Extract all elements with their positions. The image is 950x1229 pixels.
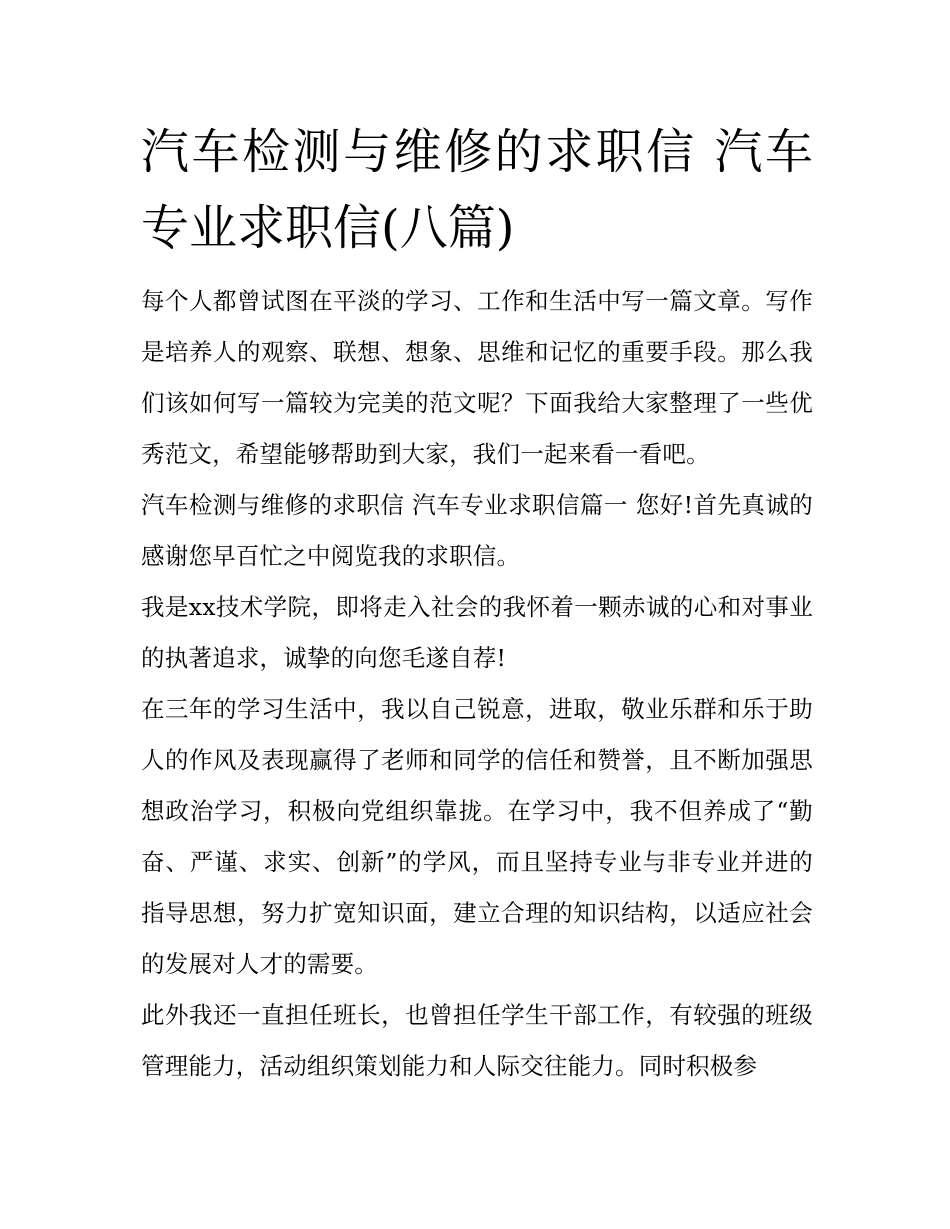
paragraph-class-monitor: 此外我还一直担任班长，也曾担任学生干部工作，有较强的班级管理能力，活动组织策划能力和人际交往能力。同时积极参 <box>141 1001 813 1080</box>
document-body <box>141 114 813 1092</box>
paragraph-greeting: 汽车检测与维修的求职信 汽车专业求职信篇一 您好!首先真诚的感谢您早百忙之中阅览我的求职信。 <box>141 491 813 570</box>
paragraph-study-life: 在三年的学习生活中，我以自己锐意，进取，敬业乐群和乐于助人的作风及表现赢得了老师和同学的信任和赞誉，且不断加强思想政治学习，积极向党组织靠拢。在学习中，我不但养成了“勤奋、严谨、求实、创新”的学风，而且坚持专业与非专业并进的指导思想，努力扩宽知识面，建立合理的知识结构，以适应社会的发展对人才的需要。 <box>141 695 813 978</box>
document-title: 汽车检测与维修的求职信 汽车专业求职信(八篇) <box>141 124 813 256</box>
paragraph-self-intro: 我是xx技术学院，即将走入社会的我怀着一颗赤诚的心和对事业的执著追求，诚挚的向您毛遂自荐! <box>141 593 813 672</box>
paragraph-intro: 每个人都曾试图在平淡的学习、工作和生活中写一篇文章。写作是培养人的观察、联想、想象、思维和记忆的重要手段。那么我们该如何写一篇较为完美的范文呢？下面我给大家整理了一些优秀范文，希望能够帮助到大家，我们一起来看一看吧。 <box>141 287 813 468</box>
